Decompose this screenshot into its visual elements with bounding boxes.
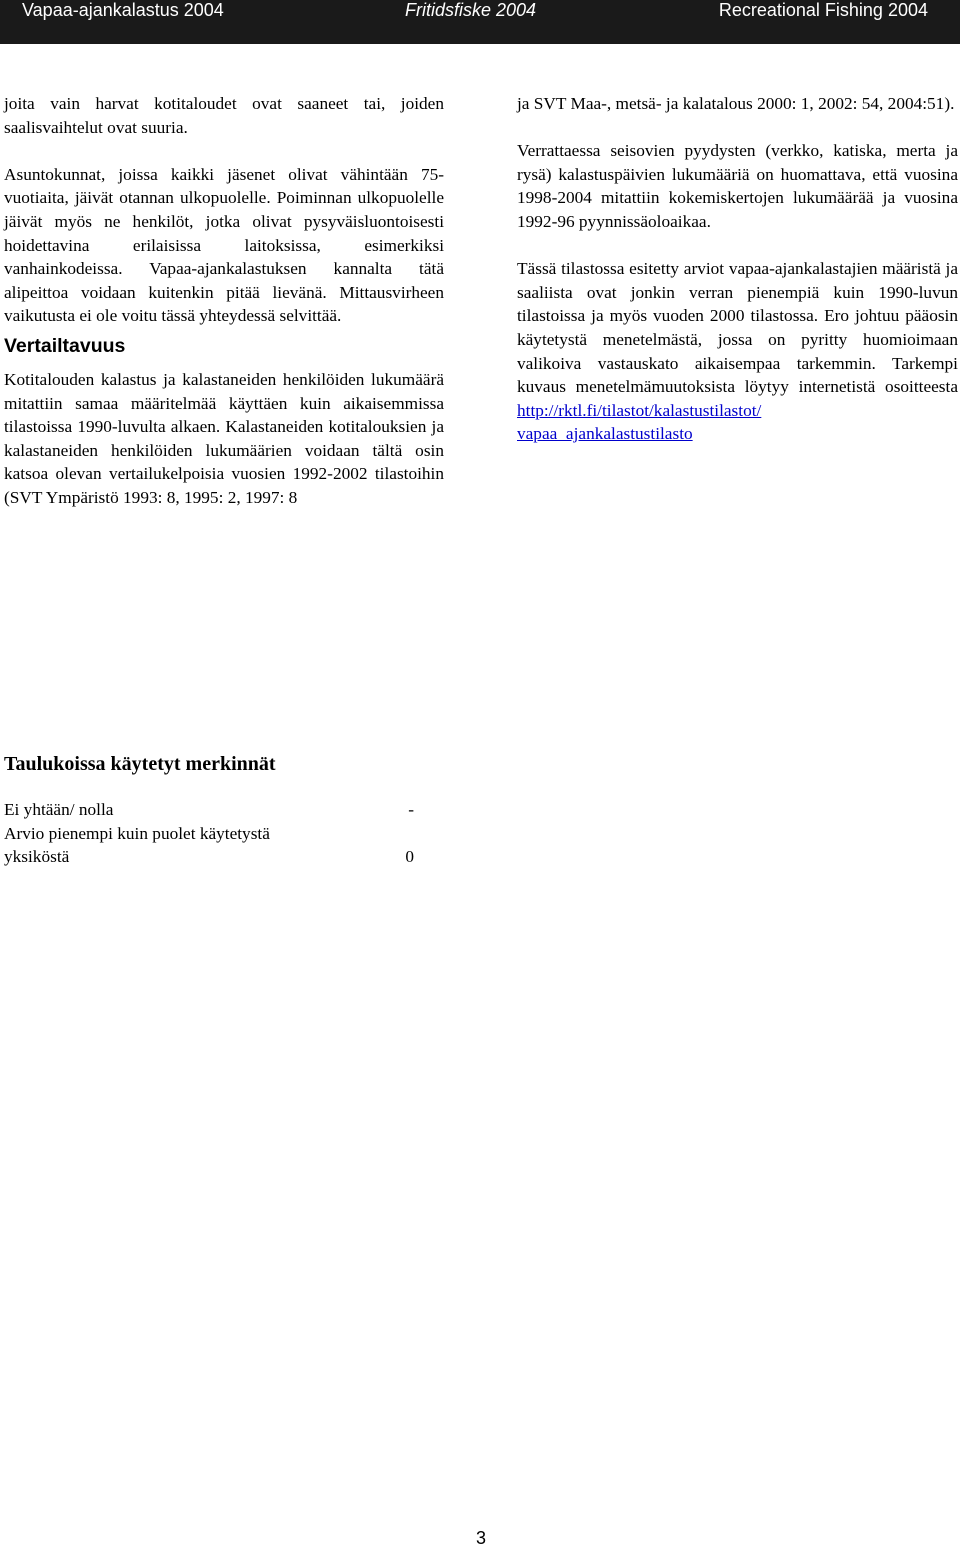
right-column <box>517 92 958 446</box>
symbols-legend <box>4 752 424 869</box>
legend-symbol: 0 <box>405 847 414 867</box>
right-paragraph-3 <box>517 257 958 446</box>
section-heading-vertailtavuus: Vertailtavuus <box>4 334 126 357</box>
right-paragraph-3-text: Tässä tilastossa esitetty arviot vapaa-ajankalastajien määristä ja saaliista ovat jonkin verran pienempiä kuin 1990-luvun tilastoissa ja myös vuoden 2000 tilastossa. Ero johtuu pääosin käytetystä menetelmästä, jossa on pyritty huomioimaan valikoiva vastauskato aikaisempaa tarkemmin. Tarkempi kuvaus menetelmämuutoksista löytyy internetistä osoitteesta <box>517 259 958 397</box>
legend-label: Ei yhtään/ nolla <box>4 800 114 819</box>
running-header <box>0 0 960 44</box>
header-title-swedish: Fritidsfiske 2004 <box>405 0 537 20</box>
statistics-url-part-1: http://rktl.fi/tilastot/kalastustilastot/ <box>517 400 762 420</box>
right-paragraph-2: Verrattaessa seisovien pyydysten (verkko, katiska, merta ja rysä) kalastuspäivien lukumääriä on huomattava, että vuosina 1998-2004 mitattiin kokemiskertojen lukumäärää ja vuosina 1992-96 pyynnissäoloaikaa. <box>517 141 958 231</box>
legend-row <box>4 798 424 822</box>
left-paragraph-3: Kotitalouden kalastus ja kalastaneiden henkilöiden lukumäärä mitattiin samaa määritelmää käyttäen kuin aikaisemmissa tilastoissa 1990-luvulta alkaen. Kalastaneiden kotitalouksien ja kalastaneiden henkilöiden lukumäärien voidaan tältä osin katsoa olevan vertailukelpoisia vuosien 1992-2002 tilastoihin (SVT Ympäristö 1993: 8, 1995: 2, 1997: 8 <box>4 369 444 507</box>
page-number: 3 <box>476 1528 487 1548</box>
legend-symbol: - <box>408 800 414 819</box>
legend-label: yksiköstä <box>4 847 70 867</box>
legend-row <box>4 845 424 869</box>
header-title-english: Recreational Fishing 2004 <box>718 0 928 20</box>
header-title-finnish: Vapaa-ajankalastus 2004 <box>22 0 224 20</box>
legend-row <box>4 822 424 846</box>
right-paragraph-1: ja SVT Maa-, metsä- ja kalatalous 2000: 1, 2002: 54, 2004:51). <box>517 94 955 113</box>
legend-title: Taulukoissa käytetyt merkinnät <box>4 753 276 775</box>
left-paragraph-1: joita vain harvat kotitaloudet ovat saaneet tai, joiden saalisvaihtelut ovat suuria. <box>4 94 444 137</box>
left-paragraph-2: Asuntokunnat, joissa kaikki jäsenet olivat vähintään 75-vuotiaita, jäivät otannan ulkopuolelle. Poiminnan ulkopuolelle jäivät myös ne henkilöt, jotka olivat pysyväisluontoisesti hoidettavina erilaisissa laitoksissa, esimerkiksi vanhainkodeissa. Vapaa-ajankalastuksen kannalta tätä alipeittoa voidaan kuitenkin pitää lievänä. Mittausvirheen vaikutusta ei ole voitu tässä yhteydessä selvittää. <box>4 164 444 326</box>
statistics-url-part-2: vapaa_ajankalastustilasto <box>517 424 693 444</box>
legend-label: Arvio pienempi kuin puolet käytetystä <box>4 823 270 843</box>
left-column <box>4 92 444 510</box>
statistics-url-link[interactable] <box>517 401 761 444</box>
